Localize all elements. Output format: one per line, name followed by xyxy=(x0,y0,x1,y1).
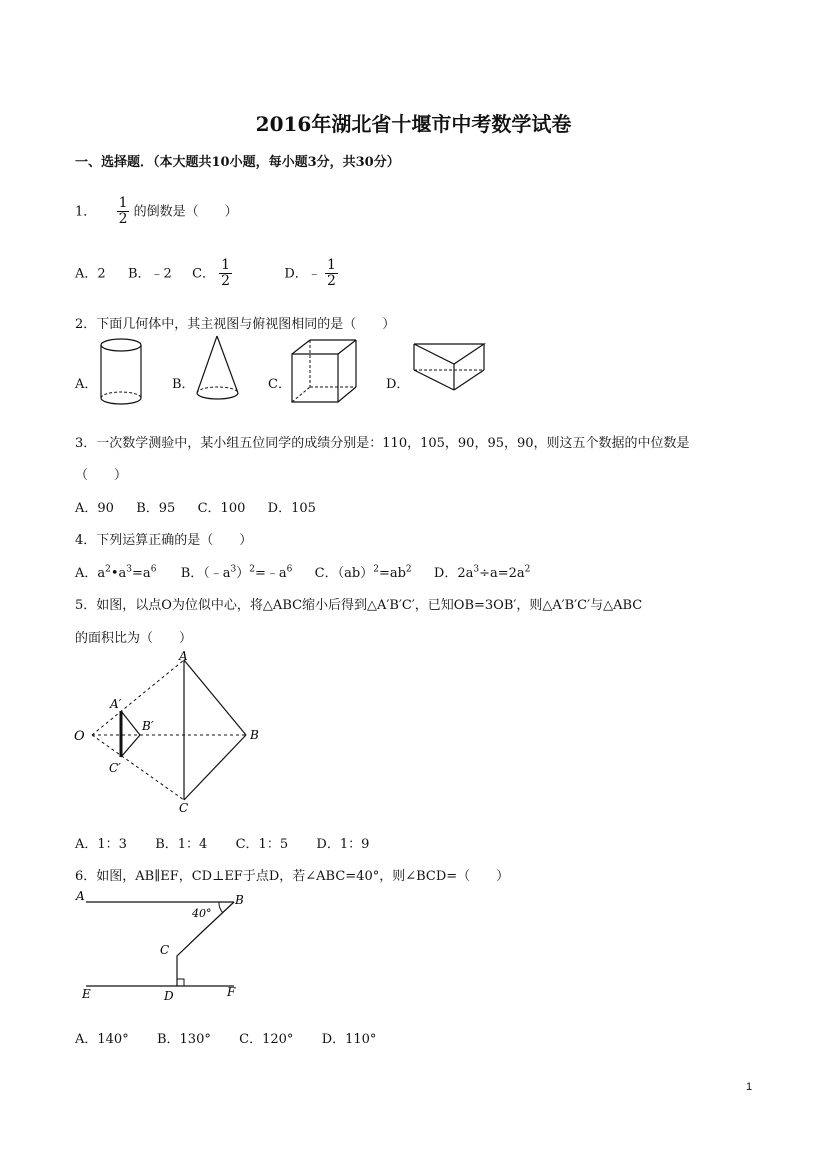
cylinder-figure xyxy=(96,336,150,410)
q6-option-a: A．140° xyxy=(75,1032,129,1047)
q1-option-c-label: C． xyxy=(192,266,216,282)
question-5-line1: 5．如图，以点O为位似中心，将△ABC缩小后得到△A′B′C′，已知OB=3OB′，则△A′B′C′与△ABC xyxy=(75,598,643,613)
page-number: 1 xyxy=(746,1081,753,1093)
q5-option-d: D．1：9 xyxy=(316,837,370,852)
question-2: 2．下面几何体中，其主视图与俯视图相同的是（ ） xyxy=(75,317,396,332)
q6-options xyxy=(75,1028,376,1047)
q4-option-d: D．$2a^3\div a=2a^2$ xyxy=(433,564,531,581)
q5-option-b: B．1：4 xyxy=(155,837,208,852)
q1-option-b: B．﹣2 xyxy=(127,266,172,282)
q4-options xyxy=(75,562,530,581)
q3-options xyxy=(75,497,316,516)
cube-figure xyxy=(288,337,362,407)
parallel-lines-figure xyxy=(72,886,252,1004)
q3-option-d: D．105 xyxy=(267,501,316,516)
q1-option-d-fraction xyxy=(325,258,338,290)
q3-option-b: B．95 xyxy=(136,501,176,516)
q5-option-c: C．1：5 xyxy=(235,837,289,852)
q3-option-a: A．90 xyxy=(75,501,114,516)
question-6: 6．如图，AB∥EF，CD⊥EF于点D，若∠ABC=40°，则∠BCD=（ ） xyxy=(75,869,510,884)
q5-options xyxy=(75,833,369,852)
q4-option-c: C．$(ab)^2=ab^2$ xyxy=(314,564,412,581)
q6-option-d: D．110° xyxy=(321,1032,377,1047)
q1-option-c-den: 2 xyxy=(221,273,231,290)
label-c-prime: C′ xyxy=(109,761,121,775)
q1-frac-den: 2 xyxy=(118,211,128,228)
label-o: O xyxy=(74,729,85,744)
q6-option-b: B．130° xyxy=(156,1032,211,1047)
q2-label-c: C． xyxy=(268,377,291,392)
label-a-prime: A′ xyxy=(110,697,122,711)
q1-option-d-den: 2 xyxy=(326,273,336,290)
q1-fraction xyxy=(117,196,130,228)
q1-option-d-label: D．﹣ xyxy=(284,266,321,282)
q2-label-d: D． xyxy=(386,377,410,392)
q3-option-c: C．100 xyxy=(197,501,246,516)
homothety-figure xyxy=(72,648,262,814)
label-c: C xyxy=(160,943,170,957)
label-b-prime: B′ xyxy=(142,719,154,733)
section-heading: 一、选择题．（本大题共10小题，每小题3分，共30分） xyxy=(75,155,400,170)
label-c: C xyxy=(179,801,189,814)
label-b: B xyxy=(250,728,259,742)
question-4: 4．下列运算正确的是（ ） xyxy=(75,533,253,548)
q6-option-c: C．120° xyxy=(239,1032,294,1047)
q1-option-c-fraction xyxy=(219,258,232,290)
cone-figure xyxy=(192,333,244,407)
q4-option-b: B．$(﹣a^3)^2=﹣a^6$ xyxy=(180,564,293,581)
label-f: F xyxy=(227,985,236,999)
prism-figure xyxy=(410,336,490,394)
q2-label-a: A． xyxy=(75,377,98,392)
q3-paren: （ ） xyxy=(75,468,128,483)
q5-option-a: A．1：3 xyxy=(75,837,127,852)
label-d: D xyxy=(164,989,174,1003)
q1-option-a: A．2 xyxy=(75,266,106,282)
label-e: E xyxy=(82,987,91,1001)
label-b: B xyxy=(235,893,244,907)
q4-option-a: A．$a^2•a^3=a^6$ xyxy=(75,564,157,581)
question-1 xyxy=(75,196,238,228)
q1-text: 的倒数是（ ） xyxy=(133,204,238,220)
question-5-line2: 的面积比为（ ） xyxy=(75,631,193,646)
q1-option-d-num: 1 xyxy=(326,257,336,273)
page-title: 2016年湖北省十堰市中考数学试卷 xyxy=(255,112,572,136)
label-a: A xyxy=(76,889,85,903)
q1-options xyxy=(75,258,338,290)
q1-frac-num: 1 xyxy=(118,195,128,211)
q1-option-c-num: 1 xyxy=(221,257,231,273)
q1-number: 1． xyxy=(75,204,97,220)
q2-label-b: B． xyxy=(172,377,195,392)
question-3: 3．一次数学测验中，某小组五位同学的成绩分别是：110，105，90，95，90，则这五个数据的中位数是 xyxy=(75,436,690,451)
label-a: A xyxy=(179,649,188,663)
angle-label: 40° xyxy=(192,907,212,920)
